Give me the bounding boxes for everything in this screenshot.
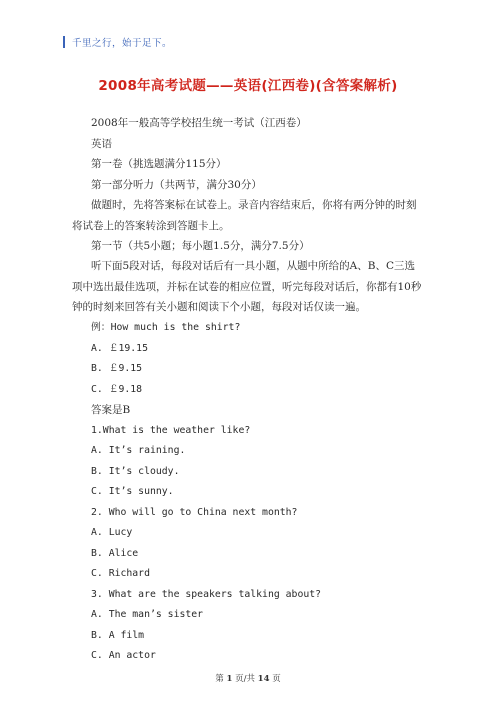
question: 3. What are the speakers talking about? <box>91 588 322 600</box>
example-option: A. ￡19.15 <box>91 342 148 354</box>
header-accent-bar <box>63 36 65 48</box>
intro-line: 第一卷（挑选题满分115分） <box>91 158 227 170</box>
example-question: 例：How much is the shirt? <box>91 322 241 333</box>
question-option: A. The man’s sister <box>91 609 204 620</box>
question-option: B. Alice <box>91 547 139 559</box>
intro-line: 2008年一般高等学校招生统一考试（江西卷） <box>91 117 307 129</box>
page-footer <box>0 672 496 684</box>
question-option: C. Richard <box>91 568 150 579</box>
document-title: 2008年高考试题——英语(江西卷)(含答案解析) <box>98 78 398 94</box>
example-option: C. ￡9.18 <box>91 383 143 395</box>
footer-page-number: 1 <box>226 674 233 684</box>
header-motto: 千里之行，始于足下。 <box>72 38 173 49</box>
intro-line: 英语 <box>91 137 112 150</box>
question-option: A. Lucy <box>91 527 133 538</box>
question-option: B. A film <box>91 629 145 641</box>
question: 1.What is the weather like? <box>91 424 251 436</box>
section-heading: 第一节（共5小题；每小题1.5分，满分7.5分） <box>91 240 310 252</box>
intro-line: 第一部分听力（共两节，满分30分） <box>91 178 262 191</box>
question-option: B. It’s cloudy. <box>91 465 180 477</box>
question-option: C. It’s sunny. <box>91 486 174 497</box>
footer-total-pages: 14 <box>257 674 270 684</box>
question-option: A. It’s raining. <box>91 445 186 456</box>
footer-suffix: 页 <box>269 674 281 684</box>
footer-prefix: 第 <box>215 674 227 684</box>
question-option: C. An actor <box>91 650 156 661</box>
example-answer: 答案是B <box>91 404 131 416</box>
instruction-paragraph: 做题时，先将答案标在试卷上。录音内容结束后，你将有两分钟的时刻将试卷上的答案转涂到答题卡上。 <box>72 199 417 232</box>
footer-middle: 页/共 <box>232 674 258 684</box>
question: 2. Who will go to China next month? <box>91 506 298 518</box>
section-instructions: 听下面5段对话，每段对话后有一具小题，从题中所给的A、B、C三选项中选出最佳选项，并标在试卷的相应位置，听完每段对话后，你都有10秒钟的时刻来回答有关小题和阅读下个小题，每段对话仅读一遍。 <box>72 260 422 313</box>
example-option: B. ￡9.15 <box>91 363 143 374</box>
